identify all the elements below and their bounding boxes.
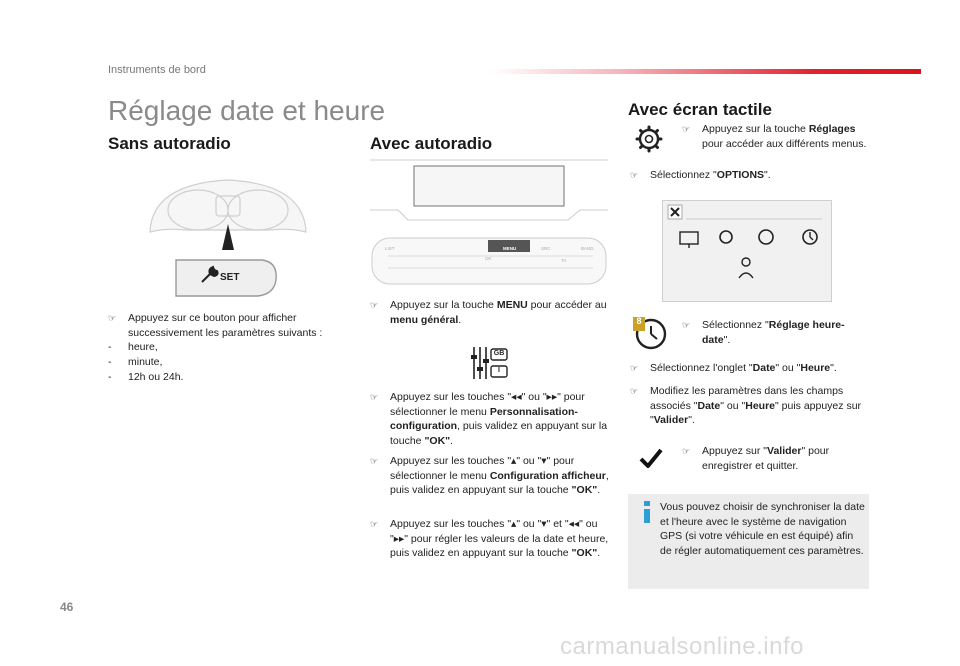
- bullet-icon: ☞: [370, 519, 379, 529]
- bullet-icon: ☞: [630, 170, 639, 180]
- heading-avec-ecran-tactile: Avec écran tactile: [628, 100, 772, 119]
- col3-step-reglage-heure: ☞ Sélectionnez "Réglage heure-date".: [682, 319, 845, 346]
- col2-step-configuration: ☞ Appuyez sur les touches "▴" ou "▾" pour sélectionner le menu Configuration afficheur, puis validez en appuyant sur la touche "OK".: [370, 455, 609, 496]
- bullet-icon: ☞: [370, 300, 379, 310]
- bullet-icon: ☞: [682, 124, 691, 134]
- bullet-icon: ☞: [370, 456, 379, 466]
- set-button-label: SET: [220, 272, 240, 283]
- col2-step-menu: ☞ Appuyez sur la touche MENU pour accéder au menu général.: [370, 299, 607, 326]
- heading-sans-autoradio: Sans autoradio: [108, 134, 231, 153]
- col2-step-regler: ☞ Appuyez sur les touches "▴" ou "▾" et "◂◂" ou "▸▸" pour régler les valeurs de la date et heure, puis validez en appuyant sur la touche "OK".: [370, 518, 609, 559]
- col3-step-valider: ☞ Appuyez sur "Valider" pour enregistrer et quitter.: [682, 445, 830, 472]
- page-title: Réglage date et heure: [108, 95, 386, 126]
- i-icon-label: I: [498, 367, 500, 374]
- instrument-cluster-illustration: [140, 172, 315, 307]
- col2-step-personnalisation: ☞ Appuyez sur les touches "◂◂" ou "▸▸" pour sélectionner le menu Personnalisation-configuration, puis validez en appuyant sur la touche "OK".: [370, 391, 608, 447]
- bullet-icon: ☞: [682, 320, 691, 330]
- bullet-icon: ☞: [630, 386, 639, 396]
- col3-step-options: ☞ Sélectionnez "OPTIONS".: [630, 169, 771, 181]
- header-accent-line: [490, 69, 921, 74]
- heading-avec-autoradio: Avec autoradio: [370, 134, 493, 153]
- col1-bullet: ☞ Appuyez sur ce bouton pour afficher successivement les paramètres suivants :: [108, 312, 323, 339]
- radio-button-labels: LIST MENU SRC BAND OK TA: [385, 246, 594, 263]
- gb-icon-label: GB: [493, 350, 505, 357]
- bullet-icon: ☞: [370, 392, 379, 402]
- col3-step-modifiez: ☞ Modifiez les paramètres dans les champs associés "Date" ou "Heure" puis appuyez sur "Valider".: [630, 385, 862, 426]
- clock-badge-number: 8: [636, 316, 642, 326]
- touchscreen-options-icons: [662, 200, 830, 300]
- info-text: Vous pouvez choisir de synchroniser la date et l'heure avec le système de navigation GPS (si votre véhicule en est équipé) afin de régler automatiquement ces paramètres.: [660, 501, 865, 557]
- watermark: carmanualsonline.info: [560, 633, 804, 660]
- settings-gear-icon: [634, 124, 664, 154]
- checkmark-icon: [638, 446, 664, 470]
- section-header: Instruments de bord: [108, 64, 206, 76]
- col3-step-reglages: ☞ Appuyez sur la touche Réglages pour accéder aux différents menus.: [682, 123, 867, 150]
- bullet-icon: ☞: [630, 363, 639, 373]
- bullet-icon: ☞: [682, 446, 691, 456]
- info-icon: [640, 500, 654, 524]
- col3-step-onglet: ☞ Sélectionnez l'onglet "Date" ou "Heure".: [630, 362, 837, 374]
- page-number: 46: [60, 600, 74, 614]
- bullet-icon: ☞: [108, 313, 117, 323]
